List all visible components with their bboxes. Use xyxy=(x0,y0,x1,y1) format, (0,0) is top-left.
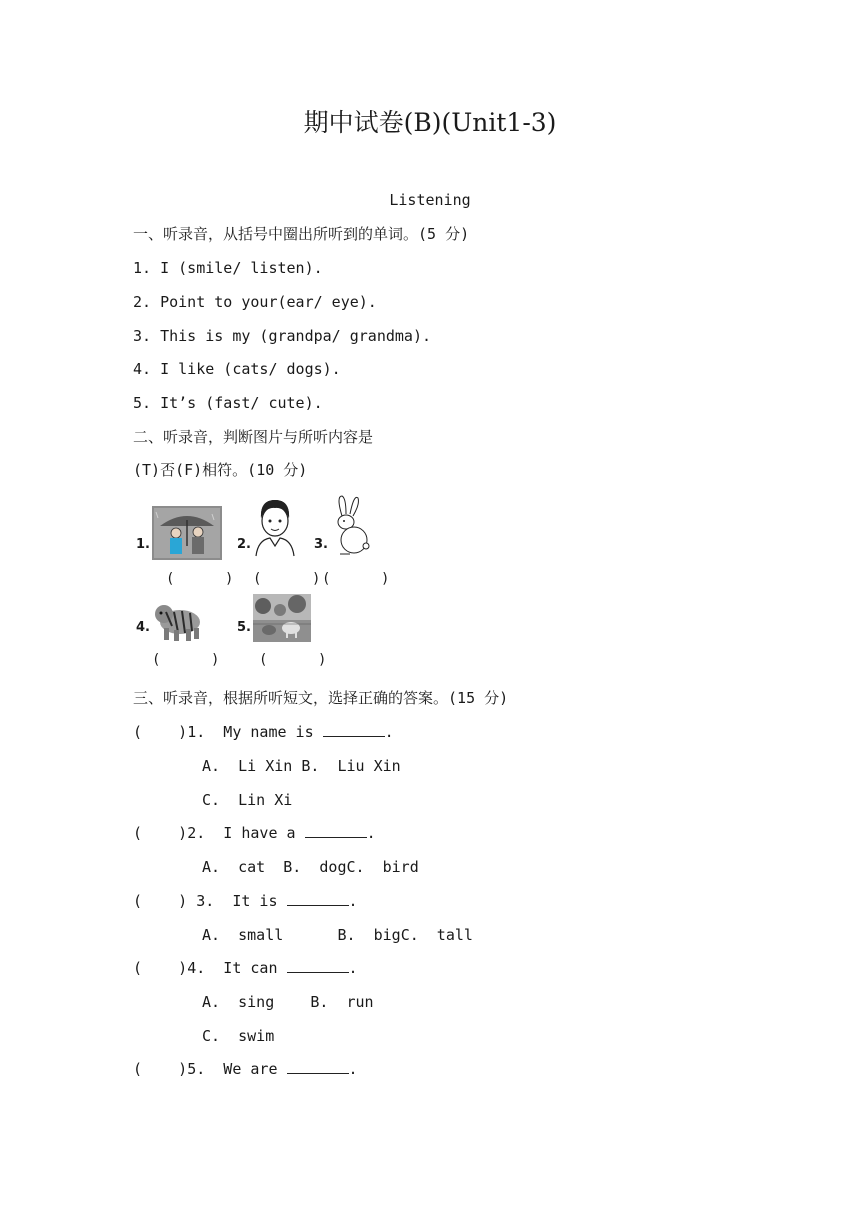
part1-item-2: 2. Point to your(ear/ eye). xyxy=(133,293,377,311)
picture-label-1: 1. xyxy=(136,537,150,552)
question-1-options-ab xyxy=(202,756,401,776)
answer-paren-5[interactable]: ( ) xyxy=(259,652,327,668)
answer-paren[interactable]: ( ) xyxy=(133,959,188,977)
zoo-animals-picture xyxy=(253,594,311,642)
picture-label-5: 5. xyxy=(237,620,251,635)
option-a[interactable]: A. small xyxy=(202,926,284,944)
sentence-end: . xyxy=(348,892,358,910)
answer-paren-1[interactable]: ( ) xyxy=(166,571,234,587)
answer-blank[interactable] xyxy=(287,959,349,973)
boy-face-picture xyxy=(252,496,298,558)
children-umbrella-picture xyxy=(152,506,222,560)
answer-blank[interactable] xyxy=(287,892,349,906)
question-stem: 5. We are xyxy=(187,1060,278,1078)
picture-label-3: 3. xyxy=(314,537,328,552)
part1-item-4: 4. I like (cats/ dogs). xyxy=(133,360,341,378)
option-b[interactable]: B. big xyxy=(337,926,401,944)
question-stem: 1. My name is xyxy=(187,723,314,741)
sentence-end: . xyxy=(348,1060,358,1078)
option-c[interactable]: C. bird xyxy=(346,858,419,876)
question-2-options xyxy=(202,857,419,877)
option-a[interactable]: A. Li Xin xyxy=(202,757,293,775)
answer-paren[interactable]: ( ) xyxy=(133,1060,188,1078)
answer-paren-2[interactable]: ( ) xyxy=(253,571,321,587)
option-c[interactable]: C. tall xyxy=(400,926,473,944)
question-1-option-c[interactable]: C. Lin Xi xyxy=(202,791,293,809)
listening-heading: Listening xyxy=(389,191,471,209)
option-b[interactable]: B. dog xyxy=(283,858,347,876)
question-4-options-ab xyxy=(202,992,374,1012)
exam-title: 期中试卷(B)(Unit1-3) xyxy=(303,108,557,137)
sentence-end: . xyxy=(348,959,358,977)
part1-item-5: 5. It’s (fast/ cute). xyxy=(133,394,323,412)
answer-paren-3[interactable]: ( ) xyxy=(322,571,390,587)
question-2 xyxy=(133,823,376,843)
option-a[interactable]: A. cat xyxy=(202,858,266,876)
answer-blank[interactable] xyxy=(323,723,385,737)
answer-paren[interactable]: ( ) xyxy=(133,892,188,910)
question-stem: 2. I have a xyxy=(187,824,296,842)
question-5 xyxy=(133,1059,358,1079)
answer-blank[interactable] xyxy=(287,1060,349,1074)
question-4 xyxy=(133,958,358,978)
sentence-end: . xyxy=(366,824,376,842)
answer-blank[interactable] xyxy=(305,824,367,838)
question-4-option-c[interactable]: C. swim xyxy=(202,1027,275,1045)
option-b[interactable]: B. Liu Xin xyxy=(301,757,401,775)
answer-paren[interactable]: ( ) xyxy=(133,824,188,842)
option-a[interactable]: A. sing xyxy=(202,993,275,1011)
option-b[interactable]: B. run xyxy=(310,993,374,1011)
question-3 xyxy=(133,891,358,911)
sentence-end: . xyxy=(384,723,394,741)
question-3-options xyxy=(202,925,473,945)
picture-label-4: 4. xyxy=(136,620,150,635)
part2-heading-line1: 二、听录音，判断图片与所听内容是 xyxy=(133,428,374,446)
part3-heading: 三、听录音，根据所听短文，选择正确的答案。(15 分) xyxy=(133,689,509,707)
part1-heading: 一、听录音，从括号中圈出所听到的单词。(5 分) xyxy=(133,225,470,243)
answer-paren-4[interactable]: ( ) xyxy=(152,652,220,668)
part2-heading-line2: (T)否(F)相符。(10 分) xyxy=(133,461,308,479)
picture-label-2: 2. xyxy=(237,537,251,552)
answer-paren[interactable]: ( ) xyxy=(133,723,188,741)
tiger-picture xyxy=(152,596,202,642)
question-1 xyxy=(133,722,394,742)
rabbit-picture xyxy=(330,494,370,560)
part1-item-3: 3. This is my (grandpa/ grandma). xyxy=(133,327,432,345)
question-stem: 4. It can xyxy=(187,959,278,977)
question-stem: 3. It is xyxy=(187,892,278,910)
part1-item-1: 1. I (smile/ listen). xyxy=(133,259,323,277)
